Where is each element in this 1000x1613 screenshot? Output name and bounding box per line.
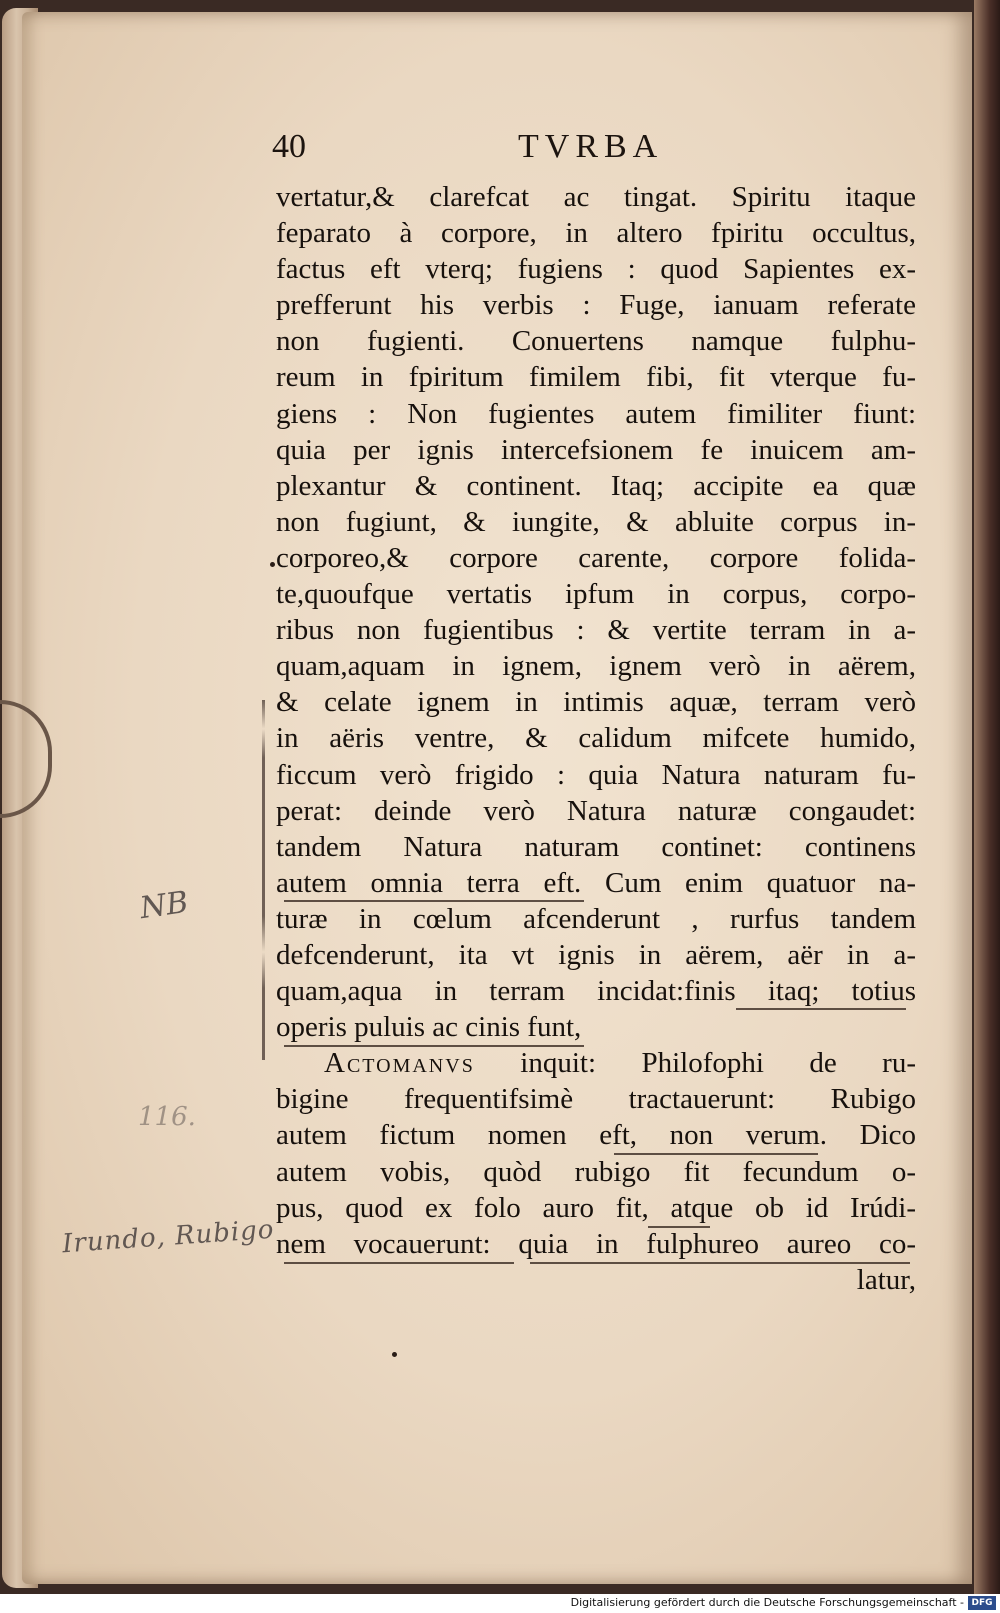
text-line: nem vocauerunt: quia in fulphureo aureo co-	[276, 1227, 916, 1260]
text-line: ribus non fugientibus : & vertite terram in a-	[276, 614, 916, 647]
text-line: in aëris ventre, & calidum mifcete humido,	[276, 722, 916, 755]
text-line: tandem Natura naturam continet: continens	[276, 830, 916, 863]
text-line: operis puluis ac cinis funt,	[276, 1011, 582, 1044]
text-line: corporeo,& corpore carente, corpore folida-	[276, 541, 916, 574]
handwritten-underline	[648, 1226, 710, 1228]
text-line: factus eft vterq; fugiens : quod Sapientes ex-	[276, 253, 916, 286]
text-line: feparato à corpore, in altero fpiritu occultus,	[276, 217, 916, 250]
catchword: latur,	[856, 1263, 916, 1296]
text-line: pus, quod ex folo auro fit, atque ob id Irúdi-	[276, 1191, 916, 1224]
text-line: te,quoufque vertatis ipfum in corpus, corpo-	[276, 578, 916, 611]
text-line: quam,aquam in ignem, ignem verò in aërem,	[276, 650, 916, 683]
text-line: reum in fpiritum fimilem fibi, fit vterque fu-	[276, 361, 916, 394]
text-line: autem omnia terra eft. Cum enim quatuor na-	[276, 866, 916, 899]
dfg-logo-icon: DFG	[968, 1596, 996, 1610]
book-spine	[974, 0, 1000, 1594]
margin-bracket-mark	[262, 700, 265, 1060]
margin-annotation-number: 116.	[138, 1102, 196, 1132]
page-number: 40	[272, 128, 306, 165]
footer-credit: Digitalisierung gefördert durch die Deutsche Forschungsgemeinschaft -	[570, 1596, 964, 1609]
ink-speck	[270, 562, 275, 567]
footer-bar	[0, 1594, 1000, 1613]
handwritten-underline	[736, 1008, 906, 1010]
text-line: defcenderunt, ita vt ignis in aërem, aër in a-	[276, 938, 916, 971]
text-line: & celate ignem in intimis aquæ, terram verò	[276, 686, 916, 719]
running-head	[272, 128, 672, 172]
speaker-name: Actomanvs	[324, 1047, 475, 1080]
text-line: autem fictum nomen eft, non verum. Dico	[276, 1119, 916, 1152]
ink-speck	[392, 1352, 397, 1357]
margin-annotation-nb: NB	[137, 884, 191, 927]
text-line: turæ in cœlum afcenderunt , rurfus tandem	[276, 902, 916, 935]
paragraph-opening	[276, 1045, 916, 1081]
text-line-rest: inquit: Philofophi de ru-	[474, 1047, 916, 1080]
text-line: non fugiunt, & iungite, & abluite corpus in-	[276, 505, 916, 538]
text-line: ficcum verò frigido : quia Natura naturam fu-	[276, 758, 916, 791]
handwritten-underline	[530, 1262, 910, 1264]
handwritten-underline	[284, 1262, 514, 1264]
text-line: non fugienti. Conuertens namque fulphu-	[276, 325, 916, 358]
text-line: quia per ignis intercefsionem fe inuicem am-	[276, 433, 916, 466]
text-line: autem vobis, quòd rubigo fit fecundum o-	[276, 1155, 916, 1188]
margin-annotation-irundo: Irundo, Rubigo	[61, 1214, 276, 1260]
handwritten-underline	[284, 900, 584, 902]
body-text	[276, 179, 916, 1298]
text-line: vertatur,& clarefcat ac tingat. Spiritu itaque	[276, 181, 916, 213]
text-line: plexantur & continent. Itaq; accipite ea quæ	[276, 469, 916, 502]
text-line: prefferunt his verbis : Fuge, ianuam referate	[276, 289, 916, 322]
handwritten-underline	[284, 1045, 584, 1047]
text-line: perat: deinde verò Natura naturæ congaudet:	[276, 794, 916, 827]
running-title: TVRBA	[518, 128, 664, 165]
text-line: giens : Non fugientes autem fimiliter fiunt:	[276, 397, 916, 430]
text-line: bigine frequentifsimè tractauerunt: Rubigo	[276, 1083, 916, 1116]
handwritten-underline	[614, 1153, 818, 1155]
text-line: quam,aqua in terram incidat:finis itaq; totius	[276, 975, 916, 1008]
